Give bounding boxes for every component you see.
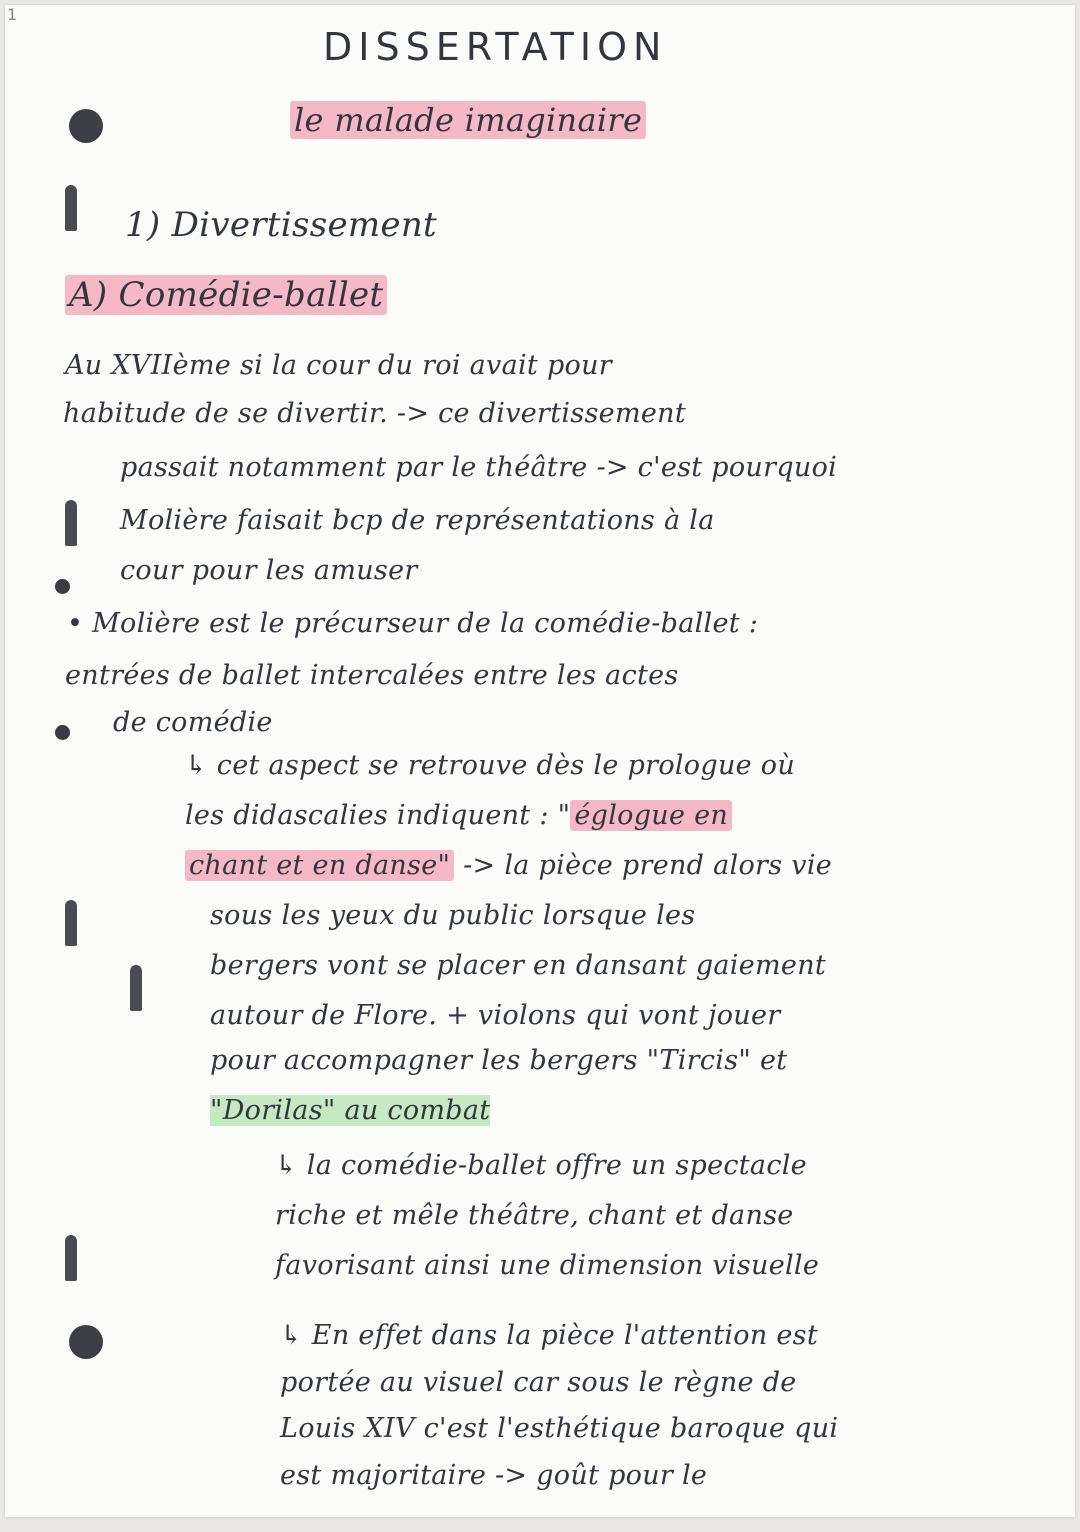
binder-ring-mark [65, 1235, 77, 1281]
arrow-line: pour accompagner les bergers "Tircis" et [210, 1045, 788, 1076]
paragraph-line: de comédie [113, 707, 273, 738]
page-corner-mark: 1 [7, 5, 18, 24]
arrow-line: sous les yeux du public lorsque les [210, 900, 696, 931]
arrow-line: portée au visuel car sous le règne de [280, 1367, 797, 1398]
arrow-line: les didascalies indiquent : " églogue en [185, 800, 732, 831]
binder-ring-mark [130, 965, 142, 1011]
arrow-line: Louis XIV c'est l'esthétique baroque qui [280, 1413, 839, 1444]
arrow-line: bergers vont se placer en dansant gaiement [210, 950, 827, 981]
paragraph-line: cour pour les amuser [120, 555, 418, 586]
binder-ring-mark [65, 900, 77, 946]
arrow-line: riche et mêle théâtre, chant et danse [275, 1200, 794, 1231]
section-heading: 1) Divertissement [125, 205, 437, 245]
arrow-line: ↳ cet aspect se retrouve dès le prologue où [185, 750, 796, 781]
binder-hole [69, 1325, 103, 1359]
page-title: DISSERTATION [323, 25, 668, 69]
paragraph-line: habitude de se divertir. -> ce divertissement [63, 398, 686, 429]
binder-dot [55, 579, 70, 594]
arrow-line: ↳ En effet dans la pièce l'attention est [280, 1320, 818, 1351]
arrow-line: "Dorilas" au combat [210, 1095, 491, 1126]
subtitle-highlight: le malade imaginaire [290, 101, 646, 139]
subtitle [290, 101, 646, 139]
paragraph-line: Molière faisait bcp de représentations à la [120, 505, 715, 536]
notebook-page [5, 5, 1075, 1517]
arrow-line: chant et en danse" -> la pièce prend alors vie [185, 850, 832, 881]
paragraph-line: • Molière est le précurseur de la comédie-ballet : [67, 608, 759, 639]
binder-hole [69, 109, 103, 143]
paragraph-line: entrées de ballet intercalées entre les actes [65, 660, 679, 691]
binder-ring-mark [65, 500, 77, 546]
binder-ring-mark [65, 185, 77, 231]
arrow-line: ↳ la comédie-ballet offre un spectacle [275, 1150, 807, 1181]
binder-dot [55, 725, 70, 740]
arrow-line: autour de Flore. + violons qui vont jouer [210, 1000, 781, 1031]
paragraph-line: Au XVIIème si la cour du roi avait pour [65, 350, 612, 381]
subsection-heading: A) Comédie-ballet [65, 275, 387, 315]
arrow-line: est majoritaire -> goût pour le [280, 1460, 708, 1491]
paragraph-line: passait notamment par le théâtre -> c'est pourquoi [120, 452, 838, 483]
arrow-line: favorisant ainsi une dimension visuelle [275, 1250, 820, 1281]
